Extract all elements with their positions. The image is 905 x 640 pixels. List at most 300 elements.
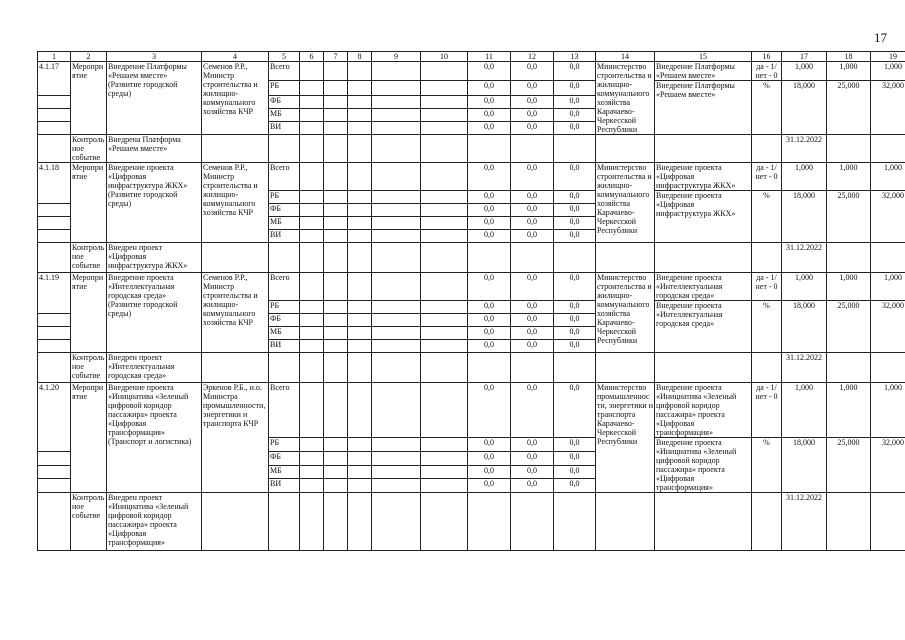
activity-id: 4.1.19: [38, 273, 71, 314]
amount-cell: 0,0: [554, 479, 596, 493]
empty-cell: [348, 451, 372, 465]
empty-cell: [421, 81, 468, 96]
empty-cell: [38, 204, 71, 217]
activity-type: Мероприятие: [71, 62, 107, 135]
amount-cell: 0,0: [468, 62, 511, 81]
indicator-unit: да - 1/ нет - 0: [752, 383, 782, 438]
header-cell: 8: [348, 52, 372, 62]
empty-cell: [421, 243, 468, 273]
empty-cell: [372, 493, 421, 551]
empty-cell: [655, 243, 752, 273]
empty-cell: [38, 230, 71, 243]
amount-cell: 0,0: [511, 314, 554, 327]
empty-cell: [324, 327, 348, 340]
empty-cell: [421, 191, 468, 204]
indicator-value: 32,000: [871, 301, 905, 353]
funding-source: Всего: [269, 163, 300, 191]
empty-cell: [348, 109, 372, 122]
empty-cell: [752, 243, 782, 273]
empty-cell: [324, 383, 348, 438]
activity-name: Внедрение проекта «Инициатива «Зеленый цифровой коридор пассажира» проекта «Цифровая трансформация» (Транспорт и логистика): [107, 383, 202, 493]
indicator-unit: да - 1/ нет - 0: [752, 62, 782, 81]
amount-cell: 0,0: [554, 191, 596, 204]
empty-cell: [596, 353, 655, 383]
empty-cell: [300, 301, 324, 314]
empty-cell: [300, 122, 324, 135]
empty-cell: [348, 465, 372, 479]
empty-cell: [324, 451, 348, 465]
empty-cell: [269, 353, 300, 383]
empty-cell: [421, 451, 468, 465]
empty-cell: [348, 243, 372, 273]
header-cell: 13: [554, 52, 596, 62]
amount-cell: 0,0: [554, 96, 596, 109]
empty-cell: [372, 451, 421, 465]
control-event-type: Контрольное событие: [71, 243, 107, 273]
empty-cell: [421, 273, 468, 301]
empty-cell: [324, 353, 348, 383]
empty-cell: [324, 96, 348, 109]
empty-cell: [372, 230, 421, 243]
empty-cell: [324, 314, 348, 327]
empty-cell: [324, 204, 348, 217]
indicator-value: 25,000: [827, 438, 871, 493]
empty-cell: [511, 493, 554, 551]
empty-cell: [752, 353, 782, 383]
amount-cell: 0,0: [511, 383, 554, 438]
amount-cell: 0,0: [468, 340, 511, 353]
empty-cell: [372, 340, 421, 353]
amount-cell: 0,0: [554, 109, 596, 122]
empty-cell: [324, 81, 348, 96]
empty-cell: [554, 135, 596, 163]
funding-source: ФБ: [269, 451, 300, 465]
empty-cell: [300, 273, 324, 301]
empty-cell: [372, 465, 421, 479]
empty-cell: [871, 353, 905, 383]
header-row: [38, 52, 905, 62]
amount-cell: 0,0: [511, 479, 554, 493]
empty-cell: [324, 243, 348, 273]
indicator-value: 1,000: [871, 273, 905, 301]
amount-cell: 0,0: [468, 122, 511, 135]
activity-name: Внедрение проекта «Цифровая инфраструктура ЖКХ» (Развитие городской среды): [107, 163, 202, 243]
empty-cell: [372, 314, 421, 327]
empty-cell: [324, 62, 348, 81]
funding-source: РБ: [269, 301, 300, 314]
indicator-unit: да - 1/ нет - 0: [752, 273, 782, 301]
empty-cell: [421, 135, 468, 163]
empty-cell: [421, 301, 468, 314]
indicator-value: 1,000: [827, 383, 871, 438]
empty-cell: [752, 493, 782, 551]
indicator-value: 32,000: [871, 438, 905, 493]
indicator-unit: %: [752, 191, 782, 243]
funding-source: МБ: [269, 465, 300, 479]
executor-ministry: Министерство промышленности, энергетики и транспорта Карачаево-Черкесской Республики: [596, 383, 655, 493]
amount-cell: 0,0: [511, 340, 554, 353]
empty-cell: [324, 340, 348, 353]
indicator-name: Внедрение проекта «Цифровая инфраструктура ЖКХ»: [655, 163, 752, 191]
header-cell: 14: [596, 52, 655, 62]
empty-cell: [348, 191, 372, 204]
amount-cell: 0,0: [468, 109, 511, 122]
indicator-value: 1,000: [827, 163, 871, 191]
empty-cell: [348, 217, 372, 230]
empty-cell: [324, 273, 348, 301]
empty-cell: [372, 135, 421, 163]
indicator-value: 18,000: [782, 191, 827, 243]
program-table: [37, 51, 905, 551]
executor-ministry: Министерство строительства и жилищно-коммунального хозяйства Карачаево-Черкесской Республики: [596, 163, 655, 243]
amount-cell: 0,0: [554, 273, 596, 301]
control-event-date: 31.12.2022: [782, 353, 827, 383]
control-event-name: Внедрен проект «Инициатива «Зеленый цифровой коридор пассажира» проекта «Цифровая трансформация»: [107, 493, 202, 551]
indicator-name: Внедрение Платформы «Решаем вместе»: [655, 62, 752, 81]
empty-cell: [324, 493, 348, 551]
header-cell: 19: [871, 52, 905, 62]
empty-cell: [421, 314, 468, 327]
header-cell: 5: [269, 52, 300, 62]
empty-cell: [300, 81, 324, 96]
empty-cell: [348, 327, 372, 340]
empty-cell: [38, 96, 71, 109]
empty-cell: [554, 493, 596, 551]
empty-cell: [202, 243, 269, 273]
empty-cell: [372, 243, 421, 273]
empty-cell: [511, 353, 554, 383]
empty-cell: [38, 493, 71, 551]
funding-source: ФБ: [269, 314, 300, 327]
empty-cell: [202, 493, 269, 551]
header-cell: 12: [511, 52, 554, 62]
amount-cell: 0,0: [468, 438, 511, 452]
empty-cell: [269, 493, 300, 551]
empty-cell: [372, 273, 421, 301]
empty-cell: [300, 493, 324, 551]
empty-cell: [421, 493, 468, 551]
amount-cell: 0,0: [511, 465, 554, 479]
empty-cell: [871, 135, 905, 163]
empty-cell: [300, 217, 324, 230]
empty-cell: [300, 62, 324, 81]
amount-cell: 0,0: [468, 383, 511, 438]
amount-cell: 0,0: [554, 451, 596, 465]
control-event-date: 31.12.2022: [782, 135, 827, 163]
header-cell: 1: [38, 52, 71, 62]
amount-cell: 0,0: [468, 327, 511, 340]
indicator-unit: %: [752, 301, 782, 353]
empty-cell: [348, 353, 372, 383]
empty-cell: [372, 327, 421, 340]
activity-id: 4.1.17: [38, 62, 71, 96]
funding-source: РБ: [269, 438, 300, 452]
empty-cell: [421, 438, 468, 452]
header-cell: 17: [782, 52, 827, 62]
header-cell: 11: [468, 52, 511, 62]
funding-source: Всего: [269, 273, 300, 301]
funding-source: МБ: [269, 217, 300, 230]
amount-cell: 0,0: [511, 230, 554, 243]
empty-cell: [372, 122, 421, 135]
empty-cell: [421, 96, 468, 109]
amount-cell: 0,0: [468, 451, 511, 465]
empty-cell: [300, 230, 324, 243]
funding-source: ФБ: [269, 204, 300, 217]
amount-cell: 0,0: [511, 109, 554, 122]
empty-cell: [468, 353, 511, 383]
activity-row: [38, 273, 905, 301]
indicator-value: 18,000: [782, 438, 827, 493]
activity-row: [38, 62, 905, 81]
activity-name: Внедрение проекта «Интеллектуальная городская среда» (Развитие городской среды): [107, 273, 202, 353]
amount-cell: 0,0: [511, 301, 554, 314]
empty-cell: [871, 493, 905, 551]
amount-cell: 0,0: [468, 230, 511, 243]
indicator-value: 1,000: [871, 383, 905, 438]
empty-cell: [300, 353, 324, 383]
amount-cell: 0,0: [554, 314, 596, 327]
amount-cell: 0,0: [468, 465, 511, 479]
indicator-value: 1,000: [827, 62, 871, 81]
amount-cell: 0,0: [554, 438, 596, 452]
empty-cell: [38, 327, 71, 340]
funding-source: ВИ: [269, 340, 300, 353]
empty-cell: [38, 479, 71, 493]
empty-cell: [348, 479, 372, 493]
activity-row: [38, 163, 905, 191]
amount-cell: 0,0: [554, 81, 596, 96]
empty-cell: [202, 135, 269, 163]
control-event-date: 31.12.2022: [782, 243, 827, 273]
empty-cell: [421, 340, 468, 353]
activity-type: Мероприятие: [71, 383, 107, 493]
empty-cell: [596, 135, 655, 163]
empty-cell: [324, 479, 348, 493]
amount-cell: 0,0: [554, 62, 596, 81]
funding-source: ФБ: [269, 96, 300, 109]
empty-cell: [324, 465, 348, 479]
funding-source: ВИ: [269, 479, 300, 493]
empty-cell: [372, 191, 421, 204]
control-event-row: [38, 135, 905, 163]
empty-cell: [202, 353, 269, 383]
empty-cell: [372, 438, 421, 452]
empty-cell: [421, 122, 468, 135]
amount-cell: 0,0: [468, 191, 511, 204]
control-event-row: [38, 353, 905, 383]
amount-cell: 0,0: [554, 327, 596, 340]
empty-cell: [372, 109, 421, 122]
activity-id: 4.1.20: [38, 383, 71, 452]
header-cell: 15: [655, 52, 752, 62]
empty-cell: [348, 135, 372, 163]
control-event-type: Контрольное событие: [71, 493, 107, 551]
empty-cell: [300, 383, 324, 438]
empty-cell: [300, 109, 324, 122]
indicator-value: 1,000: [782, 163, 827, 191]
empty-cell: [827, 243, 871, 273]
activity-row: [38, 383, 905, 438]
empty-cell: [324, 438, 348, 452]
empty-cell: [421, 109, 468, 122]
empty-cell: [655, 353, 752, 383]
funding-source: МБ: [269, 109, 300, 122]
empty-cell: [300, 135, 324, 163]
control-event-name: Внедрен проект «Цифровая инфраструктура ЖКХ»: [107, 243, 202, 273]
empty-cell: [752, 135, 782, 163]
empty-cell: [596, 493, 655, 551]
header-cell: 18: [827, 52, 871, 62]
empty-cell: [38, 243, 71, 273]
empty-cell: [421, 204, 468, 217]
empty-cell: [348, 340, 372, 353]
amount-cell: 0,0: [468, 273, 511, 301]
empty-cell: [372, 96, 421, 109]
empty-cell: [655, 135, 752, 163]
empty-cell: [421, 217, 468, 230]
empty-cell: [324, 217, 348, 230]
activity-id: 4.1.18: [38, 163, 71, 204]
header-cell: 6: [300, 52, 324, 62]
empty-cell: [38, 465, 71, 479]
empty-cell: [596, 243, 655, 273]
empty-cell: [827, 353, 871, 383]
empty-cell: [871, 243, 905, 273]
empty-cell: [421, 383, 468, 438]
empty-cell: [372, 301, 421, 314]
empty-cell: [324, 230, 348, 243]
empty-cell: [348, 438, 372, 452]
amount-cell: 0,0: [511, 273, 554, 301]
amount-cell: 0,0: [554, 465, 596, 479]
empty-cell: [348, 493, 372, 551]
indicator-value: 32,000: [871, 81, 905, 135]
empty-cell: [511, 243, 554, 273]
table-body: [38, 52, 905, 551]
empty-cell: [372, 383, 421, 438]
empty-cell: [300, 465, 324, 479]
amount-cell: 0,0: [511, 96, 554, 109]
control-event-type: Контрольное событие: [71, 135, 107, 163]
empty-cell: [300, 96, 324, 109]
empty-cell: [372, 479, 421, 493]
empty-cell: [300, 340, 324, 353]
empty-cell: [300, 327, 324, 340]
header-cell: 4: [202, 52, 269, 62]
amount-cell: 0,0: [511, 327, 554, 340]
funding-source: Всего: [269, 62, 300, 81]
indicator-value: 1,000: [827, 273, 871, 301]
indicator-name: Внедрение проекта «Интеллектуальная городская среда»: [655, 273, 752, 301]
indicator-value: 18,000: [782, 81, 827, 135]
indicator-value: 1,000: [871, 163, 905, 191]
funding-source: Всего: [269, 383, 300, 438]
empty-cell: [300, 243, 324, 273]
header-cell: 10: [421, 52, 468, 62]
indicator-value: 18,000: [782, 301, 827, 353]
empty-cell: [468, 135, 511, 163]
amount-cell: 0,0: [554, 122, 596, 135]
indicator-name: Внедрение проекта «Инициатива «Зеленый цифровой коридор пассажира» проекта «Цифровая трансформация»: [655, 383, 752, 438]
amount-cell: 0,0: [554, 301, 596, 314]
empty-cell: [269, 135, 300, 163]
amount-cell: 0,0: [468, 81, 511, 96]
amount-cell: 0,0: [511, 163, 554, 191]
amount-cell: 0,0: [468, 204, 511, 217]
responsible-person: Семенов Р.Р., Министр строительства и жилищно-коммунального хозяйства КЧР: [202, 273, 269, 353]
empty-cell: [421, 163, 468, 191]
page-number: 17: [874, 30, 887, 45]
header-cell: 16: [752, 52, 782, 62]
control-event-row: [38, 493, 905, 551]
indicator-name: Внедрение проекта «Интеллектуальная городская среда»: [655, 301, 752, 353]
amount-cell: 0,0: [468, 96, 511, 109]
empty-cell: [324, 109, 348, 122]
amount-cell: 0,0: [468, 301, 511, 314]
empty-cell: [468, 493, 511, 551]
indicator-value: 25,000: [827, 191, 871, 243]
amount-cell: 0,0: [468, 479, 511, 493]
indicator-name: Внедрение проекта «Цифровая инфраструктура ЖКХ»: [655, 191, 752, 243]
funding-source: ВИ: [269, 230, 300, 243]
executor-ministry: Министерство строительства и жилищно-коммунального хозяйства Карачаево-Черкесской Республики: [596, 273, 655, 353]
empty-cell: [300, 163, 324, 191]
amount-cell: 0,0: [468, 314, 511, 327]
indicator-value: 1,000: [782, 273, 827, 301]
empty-cell: [348, 96, 372, 109]
empty-cell: [554, 353, 596, 383]
empty-cell: [269, 243, 300, 273]
activity-name: Внедрение Платформы «Решаем вместе» (Развитие городской среды): [107, 62, 202, 135]
empty-cell: [300, 191, 324, 204]
empty-cell: [324, 163, 348, 191]
amount-cell: 0,0: [511, 81, 554, 96]
responsible-person: Семенов Р.Р., Министр строительства и жилищно-коммунального хозяйства КЧР: [202, 163, 269, 243]
empty-cell: [372, 163, 421, 191]
header-cell: 3: [107, 52, 202, 62]
control-event-name: Внедрена Платформа «Решаем вместе»: [107, 135, 202, 163]
control-event-date: 31.12.2022: [782, 493, 827, 551]
responsible-person: Эркенов Р.Б., и.о. Министра промышленности, энергетики и транспорта КЧР: [202, 383, 269, 493]
amount-cell: 0,0: [511, 204, 554, 217]
amount-cell: 0,0: [468, 217, 511, 230]
amount-cell: 0,0: [554, 217, 596, 230]
amount-cell: 0,0: [554, 230, 596, 243]
indicator-unit: %: [752, 81, 782, 135]
funding-source: ВИ: [269, 122, 300, 135]
amount-cell: 0,0: [511, 217, 554, 230]
empty-cell: [300, 314, 324, 327]
activity-type: Мероприятие: [71, 163, 107, 243]
empty-cell: [300, 451, 324, 465]
empty-cell: [348, 230, 372, 243]
funding-source: РБ: [269, 81, 300, 96]
empty-cell: [348, 122, 372, 135]
empty-cell: [38, 314, 71, 327]
amount-cell: 0,0: [511, 191, 554, 204]
activity-type: Мероприятие: [71, 273, 107, 353]
empty-cell: [348, 314, 372, 327]
empty-cell: [372, 81, 421, 96]
amount-cell: 0,0: [511, 122, 554, 135]
empty-cell: [38, 122, 71, 135]
empty-cell: [38, 451, 71, 465]
amount-cell: 0,0: [554, 204, 596, 217]
funding-source: МБ: [269, 327, 300, 340]
amount-cell: 0,0: [554, 383, 596, 438]
empty-cell: [372, 62, 421, 81]
